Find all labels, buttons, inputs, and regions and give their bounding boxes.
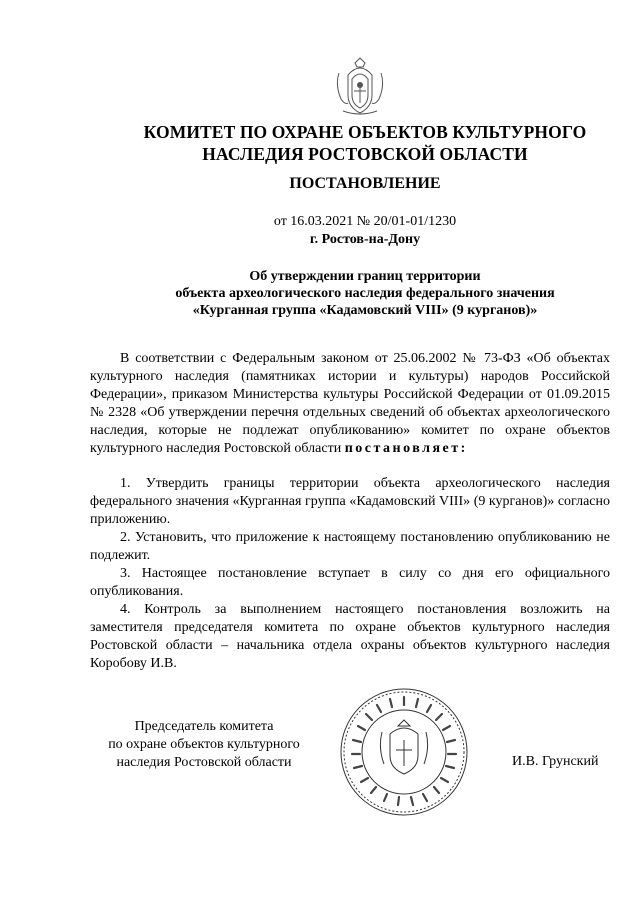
preamble-paragraph bbox=[90, 350, 610, 458]
signatory-title-line-1: Председатель комитета bbox=[134, 719, 274, 734]
subject-line-3: «Курганная группа «Кадамовский VIII» (9 курганов)» bbox=[192, 303, 538, 318]
coat-of-arms-icon bbox=[333, 55, 387, 119]
decree-item-4: 4. Контроль за выполнением настоящего постановления возложить на заместителя председателя комитета по охране объектов культурного наследия Ростовской области – начальника отдела охраны объектов культурного наследия Коробову И.В. bbox=[90, 602, 610, 671]
organization-name bbox=[100, 121, 630, 165]
signatory-name: И.В. Грунский bbox=[512, 754, 599, 769]
signatory-title-line-3: наследия Ростовской области bbox=[116, 755, 292, 770]
org-line-2: НАСЛЕДИЯ РОСТОВСКОЙ ОБЛАСТИ bbox=[202, 144, 528, 164]
decree-item-3: 3. Настоящее постановление вступает в силу со дня его официального опубликования. bbox=[90, 566, 610, 599]
preamble-text: В соответствии с Федеральным законом от 25.06.2002 № 73-ФЗ «Об объектах культурного наследия (памятниках истории и культуры) народов Российской Федерации», приказом Министерства культуры Российской Федерации от 01.09.2015 № 2328 «Об утверждении перечня отдельных сведений об объектах археологического наследия, которые не подлежат опубликованию» комитет по охране объектов культурного наследия Ростовской области bbox=[90, 351, 610, 456]
org-line-1: КОМИТЕТ ПО ОХРАНЕ ОБЪЕКТОВ КУЛЬТУРНОГО bbox=[143, 122, 587, 142]
official-seal-icon bbox=[338, 686, 470, 818]
signatory-title-line-2: по охране объектов культурного bbox=[108, 737, 300, 752]
decree-item-1: 1. Утвердить границы территории объекта археологического наследия федерального значения «Курганная группа «Кадамовский VIII» (9 курганов)» согласно приложению. bbox=[90, 476, 610, 527]
subject-line-1: Об утверждении границ территории bbox=[249, 269, 481, 284]
date-number-line: от 16.03.2021 № 20/01-01/1230 bbox=[273, 214, 457, 229]
document-subject bbox=[100, 268, 630, 319]
document-type: ПОСТАНОВЛЕНИЕ bbox=[289, 175, 441, 192]
signatory-title bbox=[84, 718, 324, 772]
subject-line-2: объекта археологического наследия федерального значения bbox=[175, 286, 555, 301]
decree-word: постановляет: bbox=[344, 441, 468, 456]
decree-items bbox=[90, 475, 610, 673]
decree-item-2: 2. Установить, что приложение к настоящему постановлению опубликованию не подлежит. bbox=[90, 530, 610, 563]
city-line: г. Ростов-на-Дону bbox=[309, 232, 421, 247]
